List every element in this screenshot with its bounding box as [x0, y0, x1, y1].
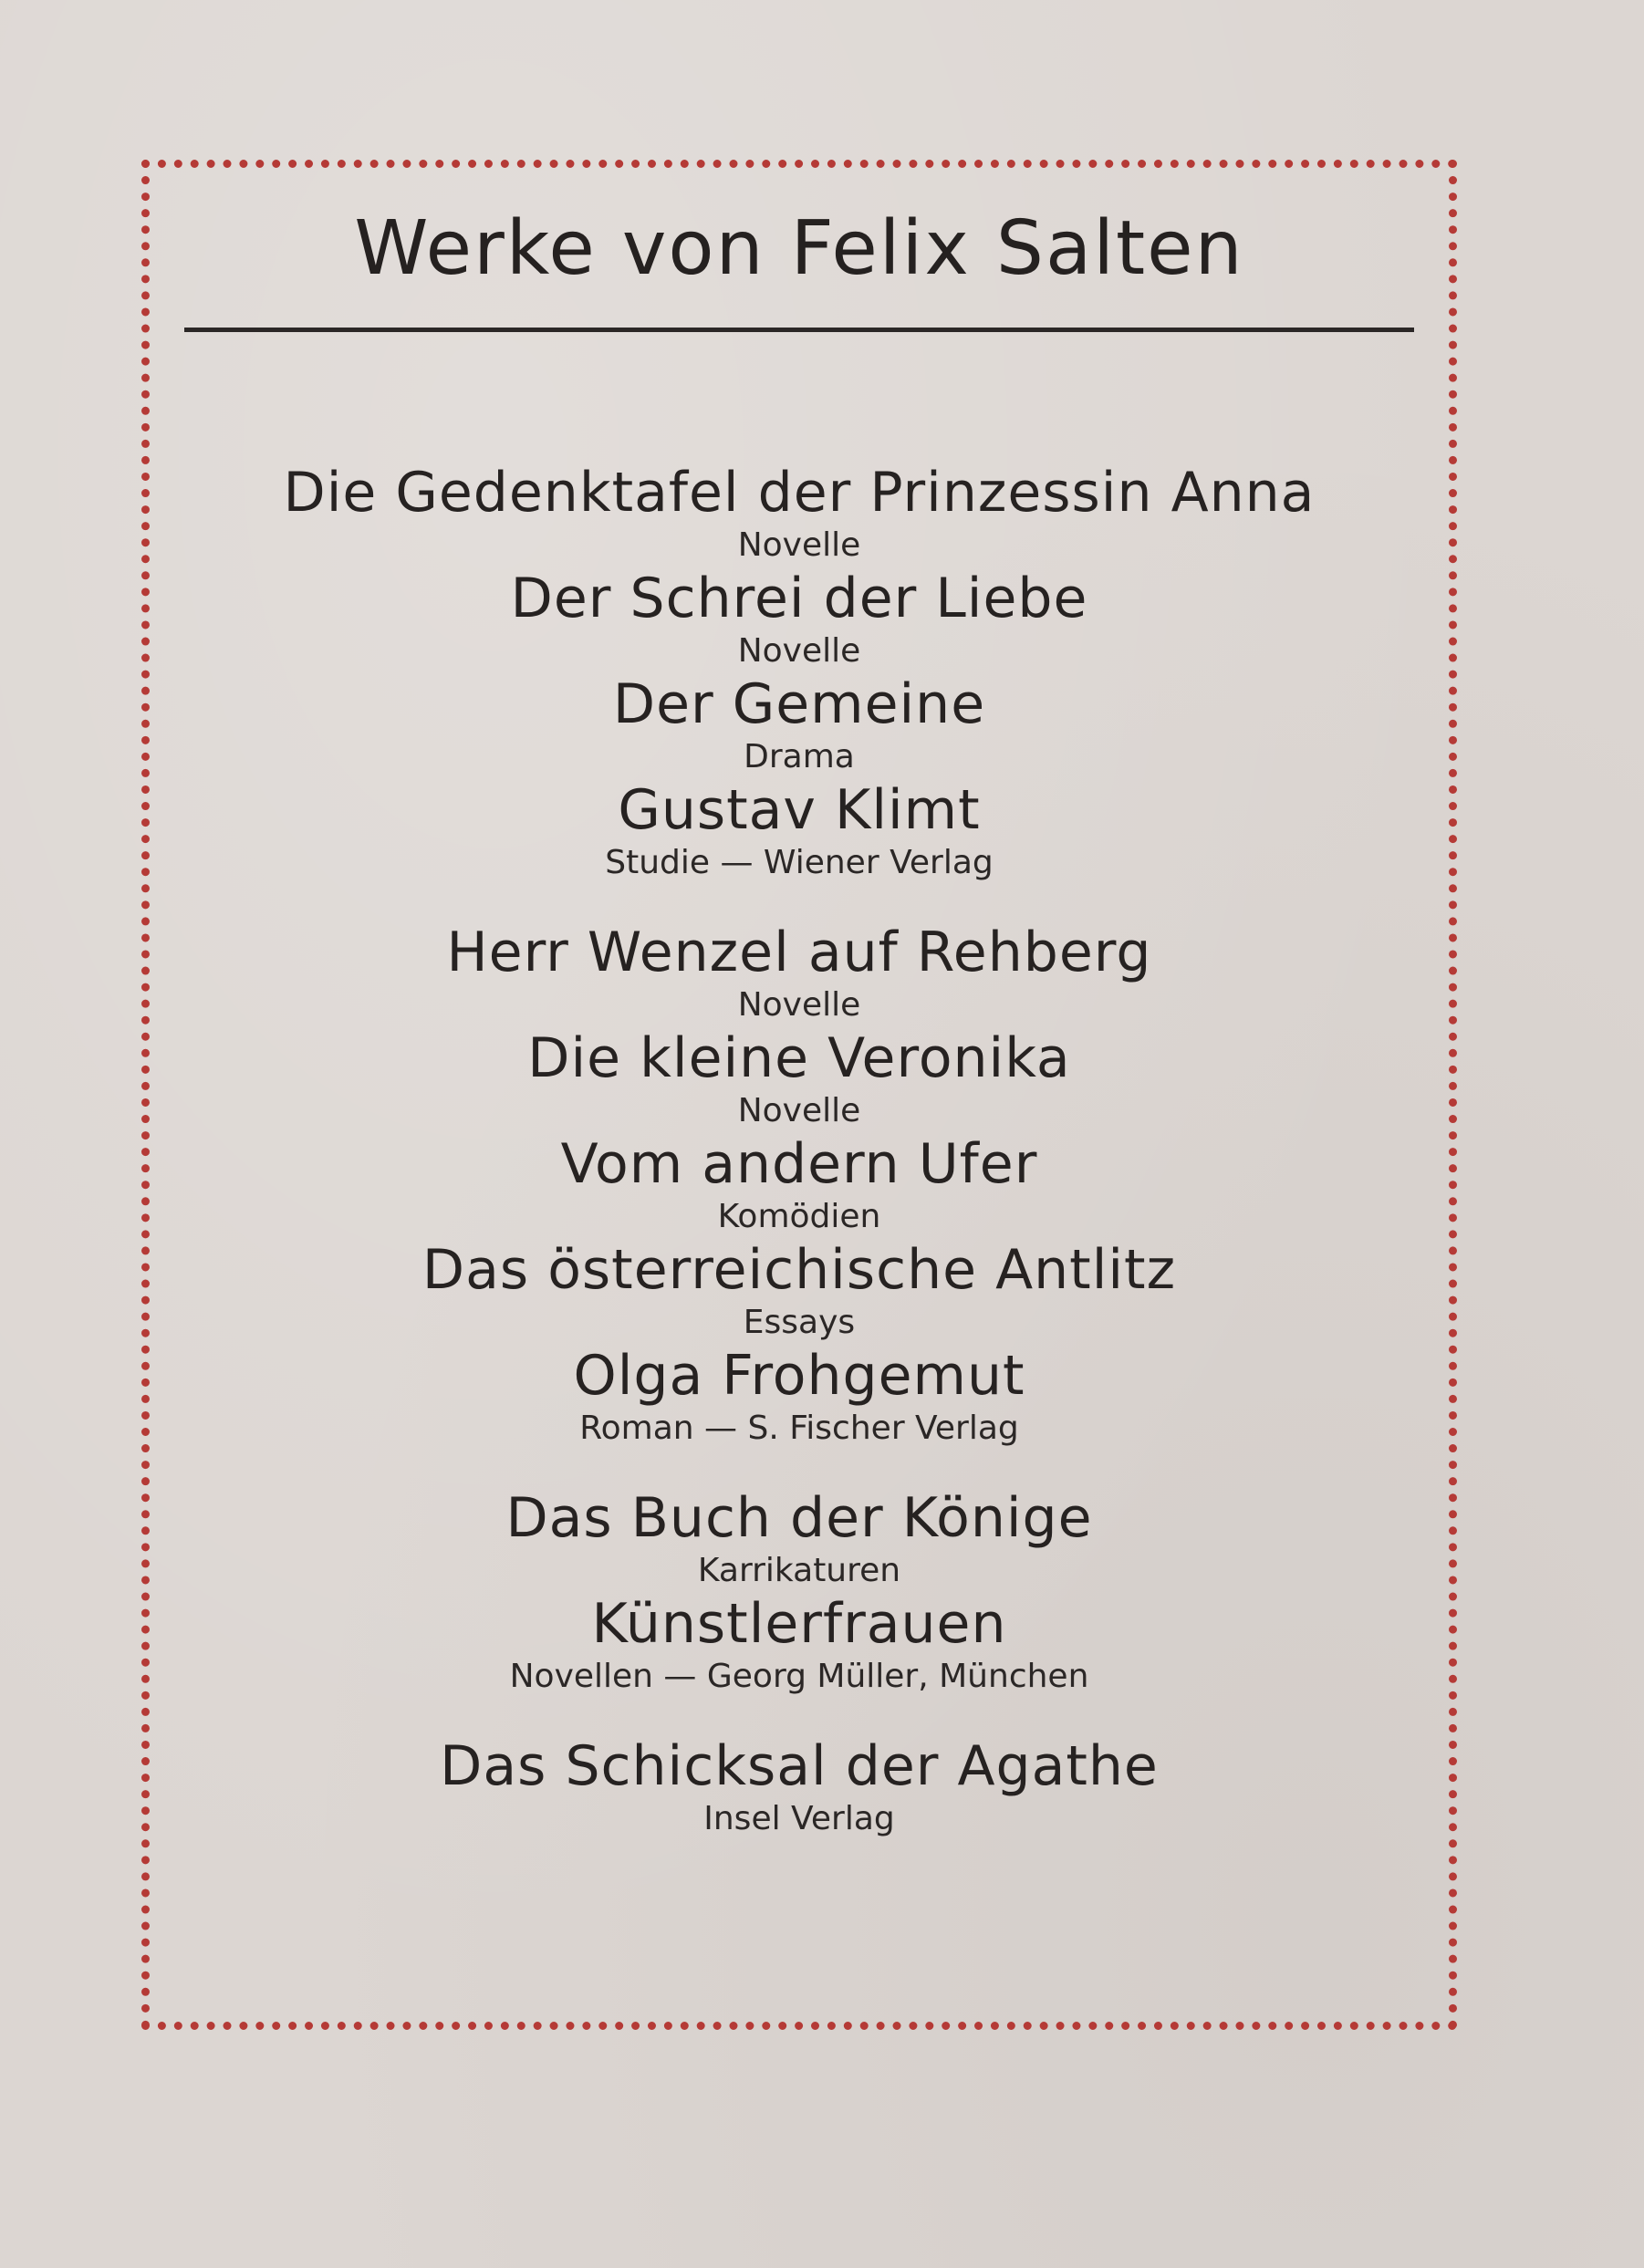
work-entry: [150, 777, 1449, 883]
page-title: Werke von Felix Salten: [354, 205, 1244, 292]
work-title: Der Schrei der Liebe: [510, 567, 1088, 630]
title-rule: [184, 328, 1414, 332]
work-genre: Komödien: [717, 1198, 881, 1235]
work-title: Künstlerfrauen: [591, 1592, 1007, 1656]
work-title: Das Buch der Könige: [505, 1486, 1093, 1550]
work-entry: [150, 1485, 1449, 1591]
work-entry: [150, 1733, 1449, 1839]
work-genre: Roman — S. Fischer Verlag: [579, 1410, 1019, 1447]
work-title: Gustav Klimt: [618, 778, 981, 842]
work-genre: Novelle: [737, 1092, 861, 1129]
work-genre: Novelle: [737, 632, 861, 670]
work-entry: [150, 920, 1449, 1025]
work-genre: Insel Verlag: [703, 1800, 895, 1837]
work-title: Vom andern Ufer: [560, 1132, 1038, 1196]
work-genre: Novelle: [737, 526, 861, 564]
work-entry: [150, 1343, 1449, 1449]
work-title: Das österreichische Antlitz: [421, 1238, 1177, 1302]
work-entry: [150, 460, 1449, 566]
work-title: Herr Wenzel auf Rehberg: [446, 921, 1152, 984]
works-list: [150, 460, 1449, 1839]
work-entry: [150, 671, 1449, 777]
work-genre: Essays: [743, 1304, 856, 1341]
dotted-frame: [141, 160, 1457, 2030]
work-entry: [150, 1131, 1449, 1237]
work-genre: Novelle: [737, 986, 861, 1024]
work-entry: [150, 566, 1449, 671]
work-entry: [150, 1237, 1449, 1343]
work-title: Die Gedenktafel der Prinzessin Anna: [283, 461, 1316, 525]
work-genre: Karrikaturen: [697, 1552, 901, 1589]
work-title: Die kleine Veronika: [527, 1026, 1071, 1090]
work-entry: [150, 1591, 1449, 1697]
work-genre: Drama: [744, 738, 855, 775]
work-title: Das Schicksal der Agathe: [440, 1734, 1159, 1798]
work-entry: [150, 1025, 1449, 1131]
work-title: Olga Frohgemut: [573, 1344, 1025, 1408]
work-genre: Novellen — Georg Müller, München: [509, 1658, 1089, 1695]
work-title: Der Gemeine: [612, 672, 986, 736]
work-genre: Studie — Wiener Verlag: [605, 844, 994, 881]
